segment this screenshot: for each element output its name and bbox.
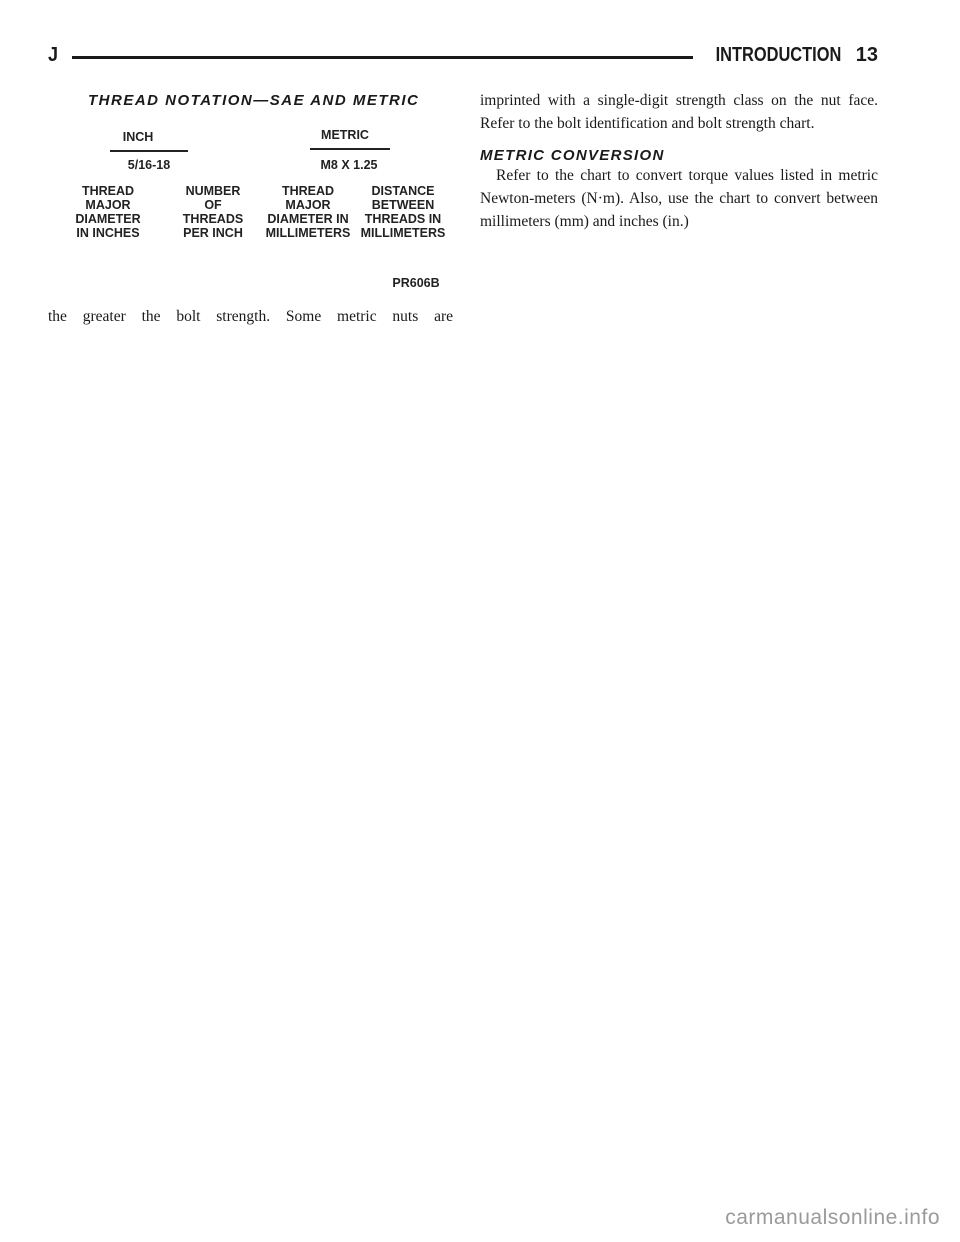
paragraph-continuation: imprinted with a single-digit strength class on the nut face. Refer to the bolt identification and bolt strength chart. xyxy=(480,92,878,132)
left-column-text: the greater the bolt strength. Some metric nuts are xyxy=(48,308,453,325)
inch-rule xyxy=(110,150,188,152)
watermark: carmanualsonline.info xyxy=(725,1206,940,1229)
paragraph-metric-conversion: Refer to the chart to convert torque values listed in metric Newton-meters (N·m). Also, use the chart to convert between millimeters (mm) and inches (in.) xyxy=(480,167,878,230)
label-thread-major-diameter-mm: THREAD MAJOR DIAMETER IN MILLIMETERS xyxy=(265,184,351,240)
page-header xyxy=(48,44,878,72)
right-column xyxy=(480,90,878,234)
inch-value: 5/16-18 xyxy=(127,158,171,172)
header-rule xyxy=(72,56,693,59)
section-heading-metric-conversion: METRIC CONVERSION xyxy=(480,147,665,165)
metric-value: M8 X 1.25 xyxy=(320,158,378,172)
label-distance-between-threads: DISTANCE BETWEEN THREADS IN MILLIMETERS xyxy=(360,184,446,240)
metric-rule xyxy=(310,148,390,150)
label-thread-major-diameter-inches: THREAD MAJOR DIAMETER IN INCHES xyxy=(75,184,141,240)
thread-notation-figure xyxy=(48,92,453,292)
metric-title: METRIC xyxy=(321,128,369,142)
inch-title: INCH xyxy=(122,130,154,144)
figure-id: PR606B xyxy=(392,276,440,290)
figure-caption: THREAD NOTATION—SAE AND METRIC xyxy=(88,92,420,109)
header-right xyxy=(688,44,878,67)
label-number-of-threads: NUMBER OF THREADS PER INCH xyxy=(182,184,244,240)
manual-code: J xyxy=(48,44,59,66)
page-number: 13 xyxy=(855,44,878,66)
section-title: INTRODUCTION xyxy=(716,44,842,66)
